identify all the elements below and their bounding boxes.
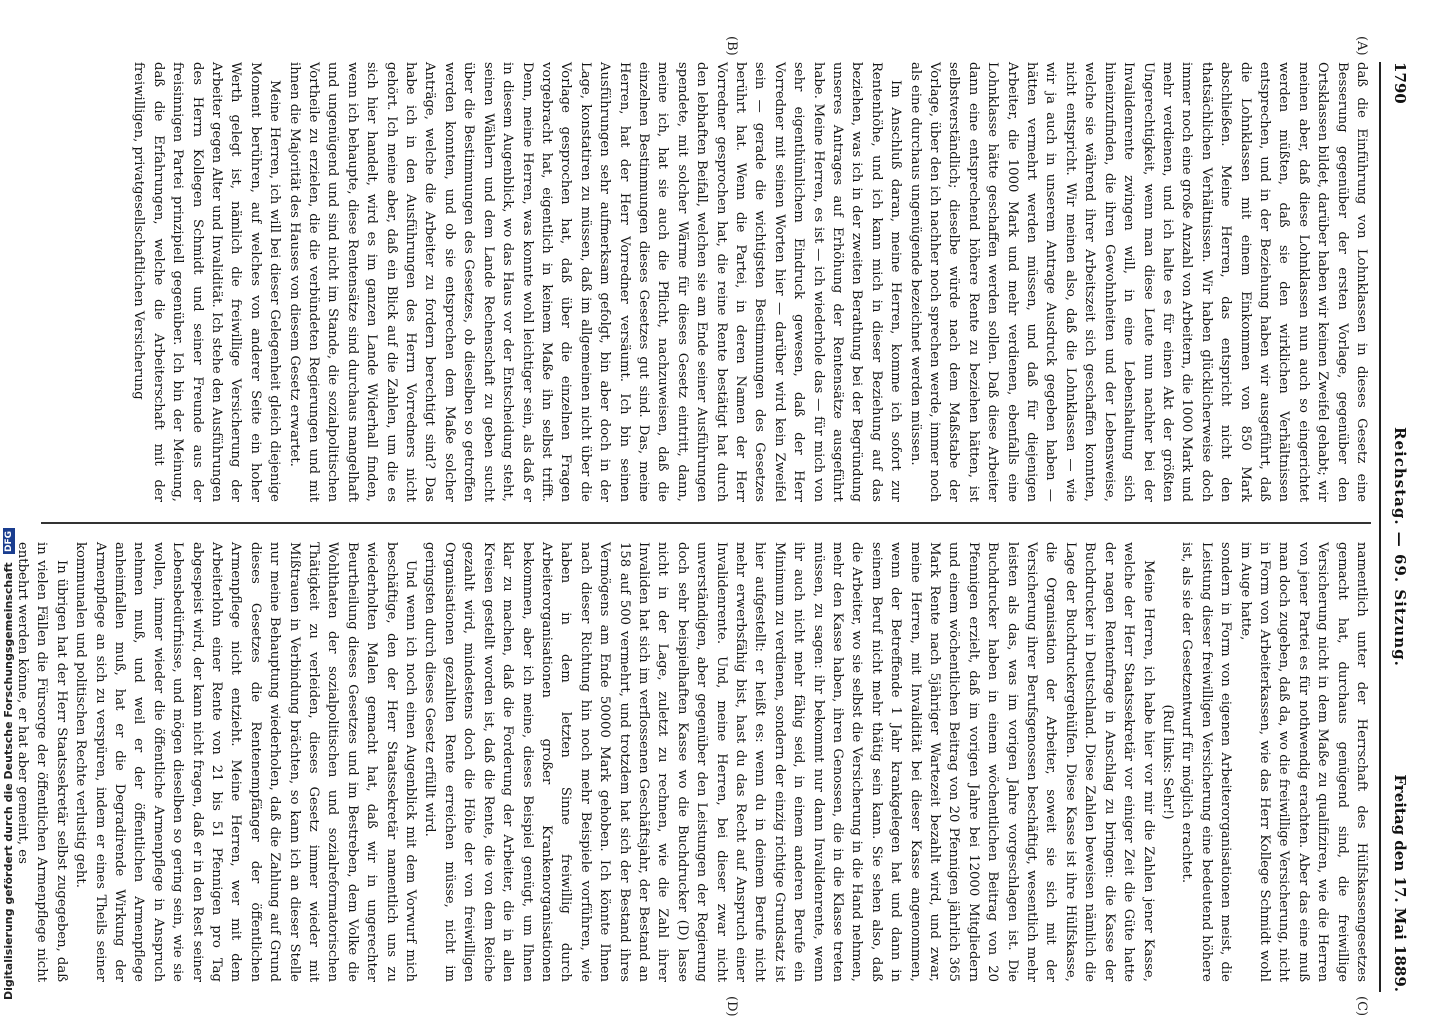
session-date: Freitag den 17. Mai 1889. xyxy=(1391,774,1409,992)
right-paragraph-1: namentlich unter der Herrschaft des Hülfskassengesetzes gemacht hat, durchaus genügend sind, die freiwillige Versicherung nicht in dem Maße zu qualifiziren, wie die Herren von jener Partei es für nothwendig erachten. Aber das eine muß man doch zugeben, daß da, wo die freiwillige Versicherung, nicht in Form von Arbeiterkassen, wie das Herr Kollege Schmidt wohl im Auge hatte, xyxy=(1237,542,1369,982)
right-column xyxy=(14,542,1371,982)
right-paragraph-4: Und wenn ich noch einen Augenblick mit dem Vorwurf mich beschäftige, den der Herr Staatssekretär namentlich uns zu wiederholten Malen gemacht hat, daß wir in ungerechter Beurtheilung dieses Gesetzes und im Bestreben, dem Volke die Wohlthaten der sozialpolitischen und sozialreformatorischen Thätigkeit zu verleiden, dieses Gesetz immer wieder mit Mißtrauen in Verbindung brächten, so kann ich an dieser Stelle nur meine Behauptung wiederholen, daß die Zahlung auf Grund dieses Gesetzes die Rentenempfänger der öffentlichen Armenpflege nicht entzieht. Meine Herren, wer mit dem Arbeiterlohn einer Rente von 21 bis 51 Pfennigen pro Tag abgespeist wird, der kann nicht fragen, daß er in den Rest seiner Lebensbedürfnisse, und mögen dieselben so gering sein, wie sie wollen, immer wieder die öffentliche Armenpflege in Anspruch nehmen muß, und weil er der öffentlichen Armenpflege anheimfallen muß, hat er die Degradirende Wirkung der Armenpflege an sich zu verspüren, indem er eines Theils seiner kommunalen und politischen Rechte verlustig geht. xyxy=(73,542,419,982)
left-paragraph-2: Im Anschluß daran, meine Herren, komme ich sofort zur Rentenhöhe, und ich kann mich in dieser Beziehung auf das beziehen, was ich in der zweiten Berathung bei der Begründung unseres Antrages auf Erhöhung der Rentensätze ausgeführt habe. Meine Herren, es ist — ich wiederhole das — für mich von sehr eigenthümlichem Eindruck gewesen, daß der Herr Vorredner mit seinen Worten hier — darüber wird kein Zweifel sein — gerade die wichtigsten Bestimmungen des Gesetzes berührt hat. Wenn die Partei, in deren Namen der Herr Vorredner gesprochen hat, die reine Rente bestätigt hat durch den lebhaften Beifall, welchen sie am Ende seiner Ausführungen spendete, mit solcher Wärme für dieses Gesetz eintritt, dann, meine ich, hat sie auch die Pflicht, nachzuweisen, daß die einzelnen Bestimmungen dieses Gesetzes gut sind. Das, meine Herren, hat der Herr Vorredner versäumt. Ich bin seinen Ausführungen sehr aufmerksam gefolgt, bin aber doch in der Lage, konstatiren zu müssen, daß im allgemeinen nicht über die Vorlage gesprochen hat, daß über die einzelnen Fragen vorgebracht hat, eigentlich in keinem Maße ihn selbst trifft. Denn, meine Herren, was konnte wohl leichtiger sein, als daß er in diesem Augenblick, wo das Haus vor der Entscheidung steht, seinen Wählern und dem Lande Rechenschaft zu geben sucht über die Bestimmungen des Gesetzes, ob dieselben so getroffen werden konnten, und ob sie entsprechen dem Maße solcher Anträge, welche die Arbeiter zu fordern berechtigt sind? Das habe ich in den Ausführungen des Herrn Vorredners nicht gehört. Ich meine aber, daß ein Blick auf die Zahlen, um die es sich hier handelt, wird es im ganzen Lande Widerhall finden, wenn ich behaupte, diese Rentensätze sind durchaus mangelhaft und ungenügend und sind nicht im Stande, die sozialpolitischen Vortheile zu erzielen, die die verbündeten Regierungen und mit ihnen die Majorität des Hauses von diesem Gesetz erwartet. xyxy=(286,62,904,502)
margin-mark-a: (A) xyxy=(1354,36,1369,56)
left-paragraph-3: Meine Herren, ich will bei dieser Gelegenheit gleich diejenige Moment berühren, auf welches von anderer Seite ein hoher Werth gelegt ist, nämlich die freiwillige Versicherung der Arbeiter gegen Alter und Invalidität. Ich stehe den Ausführungen des Herrn Kollegen Schmidt und seiner Freunde aus der freisinnigen Partei prinzipiell gegenüber. Ich bin der Meinung, daß die Erfahrungen, welche die Arbeiterschaft mit der freiwilligen, privatgesellschaftlichen Versicherung xyxy=(131,62,283,502)
header-rule xyxy=(1379,62,1381,992)
page-number: 1790 xyxy=(1391,62,1409,104)
margin-mark-d: (D) xyxy=(724,996,739,1017)
left-column xyxy=(31,62,1371,502)
right-paragraph-2: sondern in Form von eigenen Arbeiterorganisationen meist, die Leistung dieser freiwilligen Versicherung eine bedeutend höhere ist, als sie der Gesetzentwurf für möglich erachtet. xyxy=(1179,542,1234,982)
page-header xyxy=(1381,62,1415,992)
rotated-text-block xyxy=(14,36,1415,1017)
margin-mark-c: (C) xyxy=(1354,996,1369,1017)
right-paragraph-3: Meine Herren, ich habe hier vor mir die Zahlen jener Kasse, welche der Herr Staatssekretär vor einiger Zeit die Güte hatte der nagen Rentenfrage in Anschlag zu bringen: die Kasse der Buchdrucker in Deutschland. Diese Zahlen beweisen nämlich die Lage der Buchdruckergehülfen. Diese Kasse ist ihre Hülfskasse, die Organisation der Arbeiter, soweit sie sich mit der Versicherung ihrer Berufsgenossen beschäftigt, wesentlich mehr leisten als das, was im vorigen Jahre vorgeschlagen ist. Die Buchdrucker haben in einem wöchentlichen Beitrag von 20 Pfennigen erzielt, daß im vorigen Jahre bei 12000 Mitgliedern und einem wöchentlichen Beitrag von 20 Pfennigen jährlich 365 Mark Rente nach 5jähriger Wartezeit bezahlt wird, und zwar, meine Herren, mit Invalidität bei dieser Kasse angenommen, wenn der Betreffende 1 Jahr krankgelegen hat und dann in seinem Beruf nicht mehr thätig sein kann. Sie sehen also, daß die Arbeiter, wo sie selbst die Versicherung in die Hand nehmen, mehr den Kasse haben, ihren Genossen, die in die Klasse treten müssen, zu sagen: ihr bekommt nur dann Invalidenrente, wenn ihr auch nicht mehr fähig seid, in einem anderen Berufe ein Minimum zu verdienen, sondern der einzig richtige Grundsatz ist hier aufgestellt: er heißt es: wenn du in deinem Berufe nicht mehr erwerbsfähig bist, hast du das Recht auf Anspruch einer Invalidenrente. Und, meine Herren, bei dieser zwar nicht unverständigen, aber gegenüber den Leistungen der Regierung doch sehr beispielhaften Kasse wo die Buchdrucker (D) lasse nicht in der Lage, zuletzt zu rechnen, wie die Zahl ihrer Invaliden hat sich im verflossenen Geschäftsjahr, der Bestand an 158 auf 500 vermehrt, und trotzdem hat sich der Bestand ihres Vermögens am Ende 50000 Mark gehoben. Ich könnte Ihnen nach dieser Richtung hin noch mehr Beispiele vorführen, wie haben in dem letzten Sinne freiwillig durch Arbeiterorganisationen großer Krankenorganisationen bekommen, aber ich meine, dieses Beispiel genügt, um Ihnen klar zu machen, daß die Forderung der Arbeiter, die in allen Kreisen gestellt worden ist, daß die Rente, die von dem Reiche gezahlt wird, mindestens doch die Höhe der von freiwilligen Organisationen gezahlten Rente erreichen müsse, nicht im geringsten durch dieses Gesetz erfüllt wird. xyxy=(422,542,1156,982)
session-title: Reichstag. — 69. Sitzung. xyxy=(1391,427,1409,667)
digitization-credit-text: Digitalisierung gefördert durch die Deutsche Forschungsgemeinschaft xyxy=(2,562,15,1000)
dfg-logo: DFG xyxy=(3,528,15,554)
interjection: (Ruf links: Sehr!) xyxy=(1159,704,1175,820)
column-divider xyxy=(41,522,1371,524)
margin-mark-b: (B) xyxy=(724,36,739,56)
right-paragraph-5: In übrigen hat der Herr Staatssekretär selbst zugegeben, daß in vielen Fällen die Fürsorge der öffentlichen Armenpflege nicht entbehrt werden könne, er hat aber gemeint, es xyxy=(14,542,69,982)
left-paragraph-1: daß die Einführung von Lohnklassen in dieses Gesetz eine Besserung gegenüber der ersten Vorlage, gegenüber den Ortsklassen bildet, darüber haben wir keinen Zweifel gehabt; wir meinen aber, daß diese Lohnklassen nun auch so eingerichtet werden müßten, daß sie den wirklichen Verhältnissen entsprechen, und in der Beziehung haben wir ausgeführt, daß die Lohnklassen mit einem Einkommen von 850 Mark abschließen. Meine Herren, das entspricht nicht den thatsächlichen Verhältnissen. Wir haben glücklicherweise doch immer noch eine große Anzahl von Arbeitern, die 1000 Mark und mehr verdienen, und ich halte es für einen Akt der größten Ungerechtigkeit, wenn man diese Leute nun nachher bei der Invalidenrente zwingen will, in eine Lebenshaltung sich hineinzufinden, die ihren Gewohnheiten und der Lebensweise, welche sie während ihrer Arbeitszeit sich geschaffen konnten, nicht entspricht. Wir meinen also, daß die Lohnklassen — wie wir ja auch in unserem Antrage Ausdruck gegeben haben — hätten vermehrt werden müssen, und daß für diejenigen Arbeiter, die 1000 Mark und mehr verdienen, ebenfalls eine Lohnklasse hätte geschaffen werden sollen. Daß diese Arbeiter dann eine entsprechend höhere Rente zu beziehen hätten, ist selbstverständlich; dieselbe würde nach dem Maßstabe der Vorlage, über den ich nachher noch sprechen werde, immer noch als eine durchaus ungenügende bezeichnet werden müssen. xyxy=(907,62,1369,502)
